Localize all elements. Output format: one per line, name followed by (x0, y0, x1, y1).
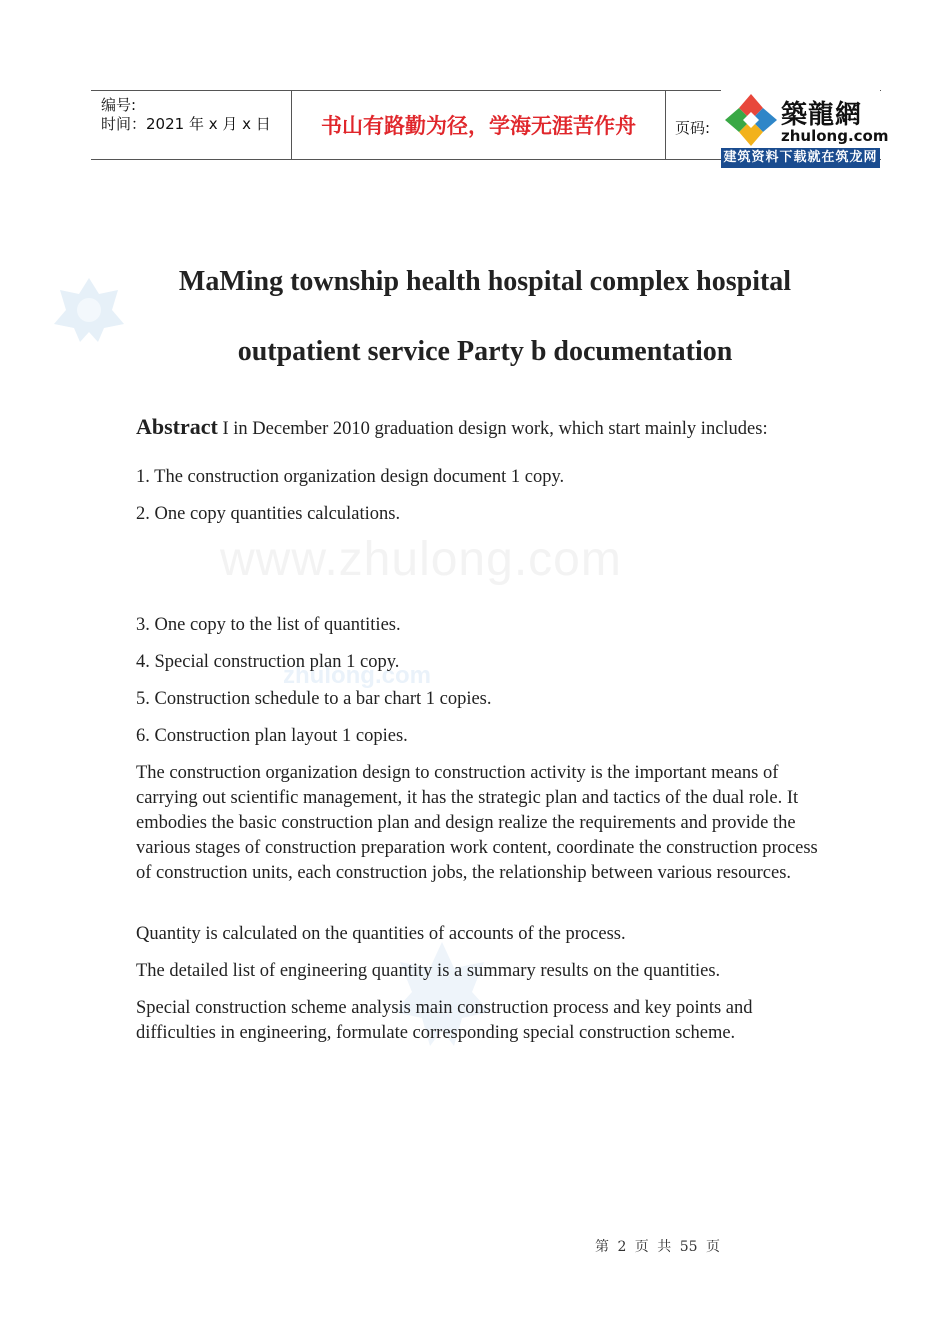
logo-brand-en: zhulong.com (781, 127, 889, 145)
list-item: 3. One copy to the list of quantities. (136, 615, 401, 635)
list-item: 2. One copy quantities calculations. (136, 504, 401, 524)
page-label: 页码: (675, 119, 711, 137)
paragraph: The construction organization design to construction activity is the important means of carrying out scientific management, it has the strategic plan and tactics of the dual role. It embodies the basic construction plan and design realize the requirements and provide the various stages of construction preparation work content, coordinate the construction process of construction units, each construction jobs, the relationship between various resources. (136, 763, 818, 883)
header-meta-cell (91, 91, 292, 159)
abstract (136, 414, 826, 442)
list-item: 1. The construction organization design document 1 copy. (136, 467, 565, 487)
abstract-label: Abstract (136, 414, 218, 439)
doc-title-line1: MaMing township health hospital complex hospital (178, 266, 792, 297)
abstract-text: I in December 2010 graduation design work, which start mainly includes: (217, 419, 768, 439)
watermark-url: www.zhulong.com (220, 533, 622, 586)
list-item: 6. Construction plan layout 1 copies. (136, 726, 408, 746)
list-item: 5. Construction schedule to a bar chart 1 copies. (136, 689, 492, 709)
logo-tagline: 建筑资料下载就在筑龙网 (721, 148, 880, 168)
zhulong-logo (721, 90, 889, 168)
doc-title-line2: outpatient service Party b documentation (237, 336, 733, 367)
paragraph: Quantity is calculated on the quantities of accounts of the process. (136, 924, 626, 944)
logo-brand-cn: 築龍網 (781, 100, 863, 130)
number-label: 编号: (101, 96, 137, 114)
page-footer: 第 2 页 共 55 页 (595, 1239, 720, 1255)
time-label: 时间：2021 年 x 月 x 日 (101, 115, 271, 133)
list-item: 4. Special construction plan 1 copy. (136, 652, 400, 672)
paragraph: The detailed list of engineering quantity is a summary results on the quantities. (136, 961, 721, 981)
watermark-small: zhulong.com (283, 662, 431, 689)
logo-diamond-icon (723, 92, 779, 148)
header-motto: 书山有路勤为径，学海无涯苦作舟 (292, 91, 666, 159)
paragraph: Special construction scheme analysis main construction process and key points and difficulties in engineering, formulate corresponding special construction scheme. (136, 998, 753, 1043)
